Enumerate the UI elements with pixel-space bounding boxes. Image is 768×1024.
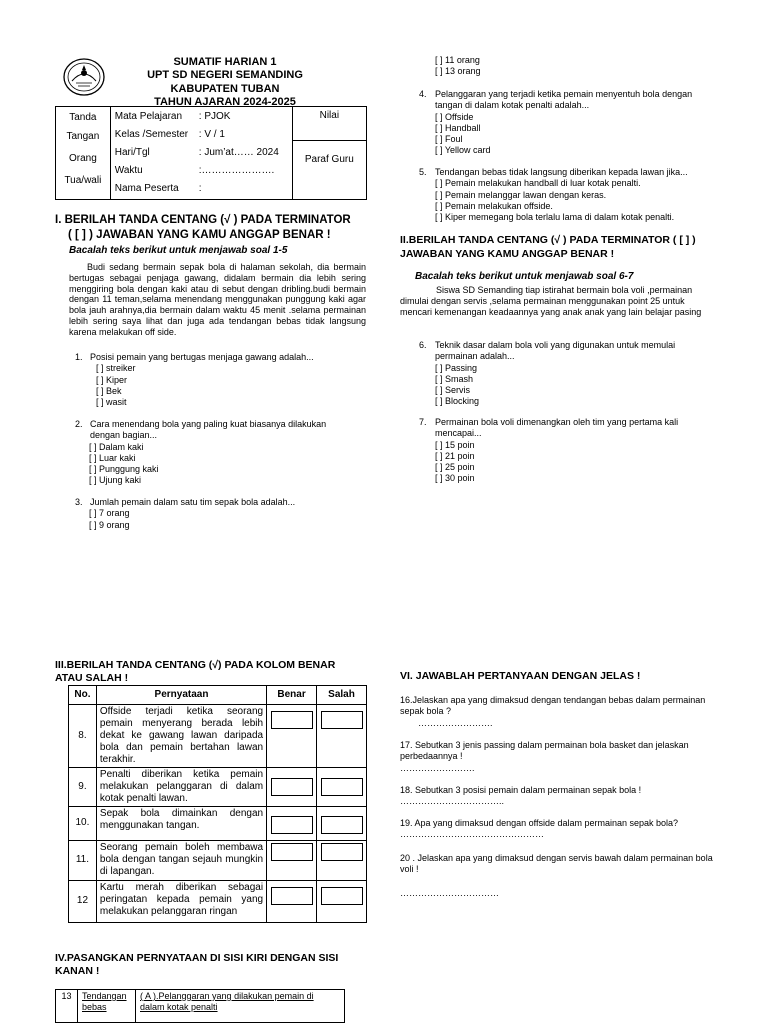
option[interactable]: [ ] Pemain melakukan handball di luar kotak penalti. [435, 178, 641, 189]
option[interactable]: [ ] Bek [96, 385, 122, 396]
option[interactable]: [ ] Passing [435, 362, 478, 373]
benar-checkbox[interactable] [271, 816, 313, 834]
section-3-title: III.BERILAH TANDA CENTANG (√) PADA KOLOM BENAR ATAU SALAH ! [55, 659, 336, 685]
salah-checkbox[interactable] [321, 711, 363, 729]
time-row: Waktu :…………………. [114, 165, 275, 176]
answer-line[interactable]: ……………………. [418, 717, 493, 728]
table-row: 13 Tendangan bebas ( A ).Pelanggaran yang dilakukan pemain di dalam kotak penalti [56, 990, 345, 1023]
salah-cell[interactable] [317, 807, 367, 841]
salah-checkbox[interactable] [321, 887, 363, 905]
parent-signature-cell: Tanda Tangan Orang Tua/wali [56, 107, 111, 200]
student-name-row: Nama Peserta : [114, 183, 202, 194]
question-19: 19. Apa yang dimaksud dengan offside dalam permainan sepak bola? ………………………………………… [400, 818, 720, 841]
question-1: 1. Posisi pemain yang bertugas menjaga gawang adalah... [ ] streiker [ ] Kiper [ ] Bek [ ] wasit [75, 352, 365, 408]
option[interactable]: [ ] Pemain melakukan offside. [435, 200, 553, 211]
benar-checkbox[interactable] [271, 843, 313, 861]
benar-cell[interactable] [267, 841, 317, 881]
table-row: 12 Kartu merah diberikan sebagai peringatan kepada pemain yang melakukan pelanggaran ringan [69, 881, 367, 923]
option[interactable]: [ ] Foul [435, 134, 463, 144]
answer-line[interactable]: ……………………. [400, 762, 475, 773]
question-16: 16.Jelaskan apa yang dimaksud dengan tendangan bebas dalam permainan sepak bola ? ……………………. [400, 695, 720, 729]
option[interactable]: [ ] 30 poin [435, 473, 475, 484]
question-18: 18. Sebutkan 3 posisi pemain dalam permainan sepak bola ! …………………………….. [400, 785, 720, 808]
benar-checkbox[interactable] [271, 711, 313, 729]
regency-name: KABUPATEN TUBAN [170, 82, 280, 95]
section-2-subtitle: Bacalah teks berikut untuk menjawab soal 6-7 [415, 271, 634, 282]
benar-checkbox[interactable] [271, 778, 313, 796]
matching-left-item: Tendangan bebas [78, 990, 136, 1023]
section-2-title: II.BERILAH TANDA CENTANG (√ ) PADA TERMINATOR ( [ ] ) JAWABAN YANG KAMU ANGGAP BENAR ! [400, 234, 696, 260]
option[interactable]: [ ] 13 orang [435, 66, 481, 77]
subject-row: Mata Pelajaran : PJOK [114, 111, 231, 122]
option[interactable]: [ ] Luar kaki [89, 452, 136, 463]
true-false-table [68, 685, 367, 923]
question-4: 4. Pelanggaran yang terjadi ketika pemain menyentuh bola dengan tangan di dalam kotak penalti adalah... [ ] Offside [ ] Handball [ ] Foul [ ] Yellow card [419, 89, 709, 157]
school-year: TAHUN AJARAN 2024-2025 [154, 96, 296, 109]
option[interactable]: [ ] streiker [96, 363, 136, 374]
question-17: 17. Sebutkan 3 jenis passing dalam permainan bola basket dan jelaskan perbedaannya ! ……………………. [400, 740, 720, 774]
section-1-title: I. BERILAH TANDA CENTANG (√ ) PADA TERMINATOR ( [ ] ) JAWABAN YANG KAMU ANGGAP BENAR ! [55, 214, 351, 241]
salah-cell[interactable] [317, 768, 367, 807]
section-6-title: VI. JAWABLAH PERTANYAAN DENGAN JELAS ! [400, 670, 641, 682]
option[interactable]: [ ] Pemain melanggar lawan dengan keras. [435, 189, 607, 200]
matching-right-item: ( A ).Pelanggaran yang dilakukan pemain di dalam kotak penalti [136, 990, 345, 1023]
matching-table [55, 989, 345, 1023]
option[interactable]: [ ] Smash [435, 373, 474, 384]
document-header [100, 56, 350, 110]
option[interactable]: [ ] Kiper [96, 374, 128, 385]
salah-cell[interactable] [317, 881, 367, 923]
answer-line[interactable]: …………………………….. [400, 796, 505, 807]
class-row: Kelas /Semester : V / 1 [114, 129, 225, 140]
option[interactable]: [ ] Handball [435, 122, 481, 133]
option[interactable]: [ ] Offside [435, 111, 474, 122]
section-4-title: IV.PASANGKAN PERNYATAAN DI SISI KIRI DENGAN SISI KANAN ! [55, 952, 339, 978]
option[interactable]: [ ] 21 poin [435, 450, 475, 461]
question-3-continued [435, 55, 481, 78]
salah-checkbox[interactable] [321, 778, 363, 796]
section-1-subtitle: Bacalah teks berikut untuk menjawab soal 1-5 [69, 245, 288, 256]
school-name: UPT SD NEGERI SEMANDING [147, 69, 303, 82]
salah-cell[interactable] [317, 705, 367, 768]
option[interactable]: [ ] Kiper memegang bola terlalu lama di dalam kotak penalti. [435, 212, 675, 222]
salah-checkbox[interactable] [321, 843, 363, 861]
option[interactable]: [ ] 25 poin [435, 462, 475, 472]
nilai-label: Nilai [293, 107, 366, 141]
question-2: 2. Cara menendang bola yang paling kuat biasanya dilakukan dengan bagian... [ ] Dalam kaki [ ] Luar kaki [ ] Punggung kaki [ ] Ujung kaki [75, 419, 345, 487]
question-20: 20 . Jelaskan apa yang dimaksud dengan servis bawah dalam permainan bola voli ! …………………………… [400, 853, 720, 899]
option[interactable]: [ ] 9 orang [89, 519, 130, 530]
question-5: 5. Tendangan bebas tidak langsung diberikan kepada lawan jika... [ ] Pemain melakukan handball di luar kotak penalti. [ ] Pemain melanggar lawan dengan keras. [ ] Pemain melakukan offside. [ ] Kiper memegang bola terlalu lama di dalam kotak penalti. [419, 167, 719, 223]
table-row: 9. Penalti diberikan ketika pemain melakukan pelanggaran di dalam kotak penalti lawan. [69, 768, 367, 807]
option[interactable]: [ ] Punggung kaki [89, 464, 159, 474]
option[interactable]: [ ] 15 poin [435, 439, 475, 450]
exam-title: SUMATIF HARIAN 1 [173, 56, 277, 68]
table-row: 11. Seorang pemain boleh membawa bola dengan tangan sejauh mungkin di lapangan. [69, 841, 367, 881]
option[interactable]: [ ] Ujung kaki [89, 475, 142, 486]
table-header-row: No. Pernyataan Benar Salah [69, 686, 367, 705]
benar-cell[interactable] [267, 705, 317, 768]
teacher-signature-label: Paraf Guru [304, 154, 354, 165]
table-row: 8. Offside terjadi ketika seorang pemain menyerang berada lebih dekat ke gawang lawan daripada bola dan pemain bertahan lawan terakhir. [69, 705, 367, 768]
salah-checkbox[interactable] [321, 816, 363, 834]
option[interactable]: [ ] wasit [96, 397, 127, 407]
option[interactable]: [ ] Yellow card [435, 145, 491, 156]
option[interactable]: [ ] Servis [435, 385, 471, 395]
salah-cell[interactable] [317, 841, 367, 881]
answer-line[interactable]: …………………………… [400, 887, 499, 898]
benar-cell[interactable] [267, 881, 317, 923]
answer-line[interactable]: ………………………………………… [400, 829, 544, 840]
benar-cell[interactable] [267, 768, 317, 807]
option[interactable]: [ ] 11 orang [435, 55, 480, 65]
exam-details-cell [110, 107, 292, 200]
grade-cell [292, 107, 366, 200]
option[interactable]: [ ] 7 orang [89, 508, 130, 519]
benar-cell[interactable] [267, 807, 317, 841]
option[interactable]: [ ] Dalam kaki [89, 441, 144, 452]
student-info-table [55, 106, 367, 200]
benar-checkbox[interactable] [271, 887, 313, 905]
table-row: 10. Sepak bola dimainkan dengan menggunakan tangan. [69, 807, 367, 841]
question-6: 6. Teknik dasar dalam bola voli yang digunakan untuk memulai permainan adalah... [ ] Passing [ ] Smash [ ] Servis [ ] Blocking [419, 340, 709, 408]
question-7: 7. Permainan bola voli dimenangkan oleh tim yang pertama kali mencapai... [ ] 15 poin [ ] 21 poin [ ] 25 poin [ ] 30 poin [419, 417, 709, 485]
section-2-passage: Siswa SD Semanding tiap istirahat bermain bola voli ,permainan dimulai dengan servis ,selama permainan menggunakan point 25 untuk mencari kemenangan keadaannya yang anak anak yang lain belajar pasing [400, 285, 702, 317]
question-3: 3. Jumlah pemain dalam satu tim sepak bola adalah... [ ] 7 orang [ ] 9 orang [75, 497, 365, 531]
option[interactable]: [ ] Blocking [435, 396, 480, 407]
date-row: Hari/Tgl : Jum’at…… 2024 [114, 147, 279, 158]
section-1-passage: Budi sedang bermain sepak bola di halaman sekolah, dia bermain bertugas sebagai penjaga gawang, didalam bermain dia lebih sering menggiring bola dengan kaki atau di sebut dengan dribling.budi bermain dengan 11 teman,selama menendang menggunakan punggung kaki agar bola jauh arahnya,dia bermain dalam waktu 45 menit .selama permainan lebih sering saya lihat dan juga ada tendangan bebas tidak langsung karena melakukan off side. [69, 262, 366, 337]
